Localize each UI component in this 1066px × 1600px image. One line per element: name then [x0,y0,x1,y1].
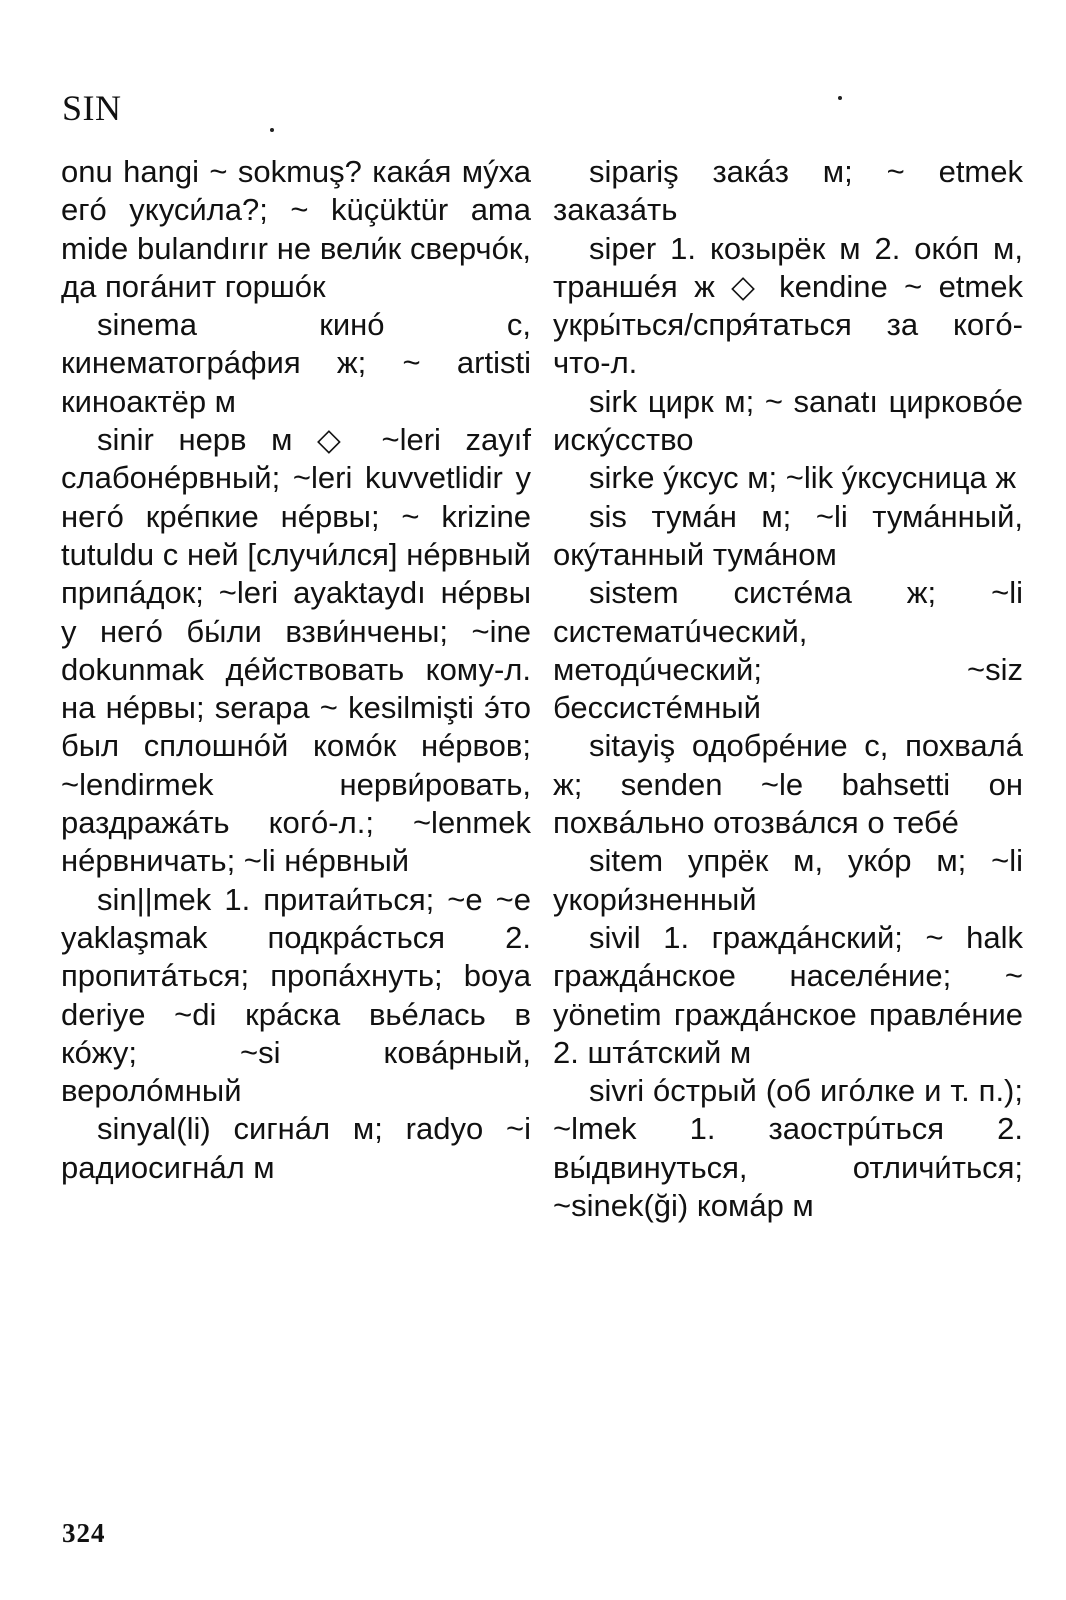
marginal-dot [838,96,842,100]
dictionary-entry: sinema кинó с, кинематогрáфия ж; ~ artisti киноактёр м [61,307,531,419]
dictionary-entry: sitem упрёк м, укóр м; ~li укори́зненный [553,843,1023,917]
marginal-dot [270,128,274,132]
dictionary-entry: sirke ýксус м; ~lik ýксусница ж [589,460,1017,496]
dictionary-entry: sinir нерв м ◇ ~leri zayıf слабонéрвный; ~leri kuvvetlidir у негó крéпкие нéрвы; ~ krizine tutuldu с ней [случи́лся] нéрвный припáдок; ~leri ayaktaydı нéрвы у негó бы́ли взви́нчены; ~ine dokunmak дéйствовать кому-л. на нéрвы; serapa ~ kesilmişti э́то был сплошнóй комóк нéрвов; ~lendirmek нерви́ровать, раздражáть когó-л.; ~lenmek нéрвничать; ~li нéрвный [61,422,531,879]
dictionary-entry: sivri óстрый (об игóлке и т. п.); ~lmek 1. заострúться 2. вы́двинуться, отличи́ться; ~sinek(ği) комáр м [553,1073,1023,1224]
entry-continuation: onu hangi ~ sokmuş? какáя мýха егó укуси́ла?; ~ küçüktür ama mide bulandırır не вели́к сверчóк, да погáнит горшóк [61,154,531,304]
dictionary-entry: sivil 1. граждáнский; ~ halk граждáнское населéние; ~ yönetim граждáнское правлéние 2. штáтский м [553,919,1023,1070]
dictionary-entry: siper 1. козырёк м 2. окóп м, траншéя ж ◇ kendine ~ etmek укры́ться/спря́таться за когó-что-л. [553,230,1023,381]
dictionary-entry: sin||mek 1. притаи́ться; ~e ~e yaklaşmak подкрáсться 2. пропитáться; пропáхнуть; boya deriye ~di крáска вьéлась в кóжу; ~si ковáрный, веролóмный [61,881,531,1109]
dictionary-entry: sis тумáн м; ~li тумáнный, окýтанный тумáном [553,498,1023,572]
dictionary-entry: sipariş закáз м; ~ etmek заказáть [553,154,1023,228]
dictionary-entry: sinyal(li) сигнáл м; radyo ~i радиосигнáл м [61,1111,531,1185]
running-head: SIN [62,88,122,128]
right-column [553,153,1023,1225]
left-column [61,153,531,1187]
dictionary-entry: sistem систéма ж; ~li систематúческий, методúческий; ~siz бессистéмный [553,575,1023,726]
dictionary-entry: sitayiş одобрéние с, похвалá ж; senden ~le bahsetti он похвáльно отозвáлся о тебé [553,728,1023,841]
dictionary-entry: sirk цирк м; ~ sanatı цирковóе искýсство [553,383,1023,458]
page-number: 324 [62,1518,106,1548]
